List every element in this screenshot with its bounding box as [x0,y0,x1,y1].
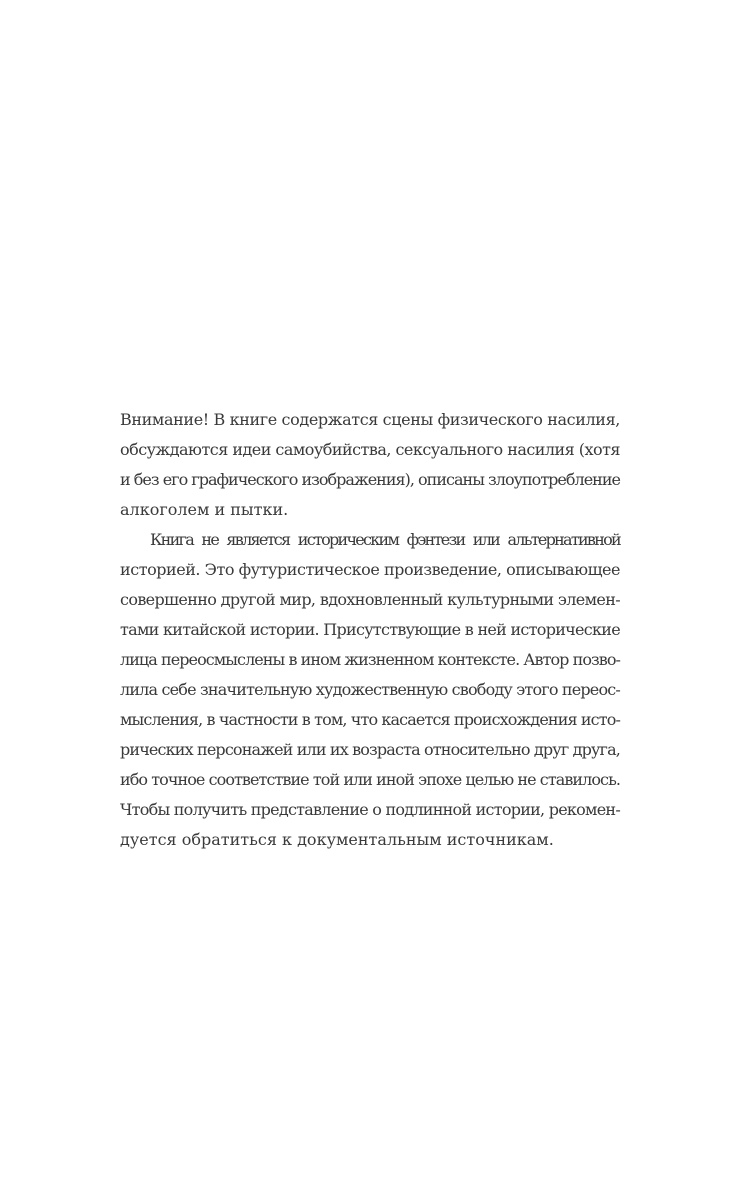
paragraph-line: Внимание! В книге содержатся сцены физического насилия, [120,410,620,429]
paragraph-line: мысления, в частности в том, что касается происхождения исто- [120,710,620,729]
paragraph-line: и без его графического изображения), описаны злоупотребление [120,470,621,489]
paragraph-line: историей. Это футуристическое произведение, описывающее [120,560,620,579]
paragraph-line: лила себе значительную художественную свободу этого переос- [120,680,620,699]
historical-note-paragraph [120,525,620,855]
paragraph-line: лица переосмыслены в ином жизненном контексте. Автор позво- [120,650,620,669]
paragraph-line: Чтобы получить представление о подлинной истории, рекомен- [120,800,620,819]
paragraph-line: алкоголем и пытки. [120,500,289,519]
warning-paragraph [120,405,620,525]
paragraph-line: обсуждаются идеи самоубийства, сексуального насилия (хотя [120,440,621,459]
paragraph-line: ибо точное соответствие той или иной эпохе целью не ставилось. [120,770,620,789]
paragraph-line: тами китайской истории. Присутствующие в ней исторические [120,620,620,639]
paragraph-line: совершенно другой мир, вдохновленный культурными элемен- [120,590,621,609]
disclaimer-text [120,405,620,855]
paragraph-line: Книга не является историческим фэнтези или альтернативной [150,530,620,549]
paragraph-line: рических персонажей или их возраста относительно друг друга, [120,740,620,759]
paragraph-line: дуется обратиться к документальным источникам. [120,830,554,849]
